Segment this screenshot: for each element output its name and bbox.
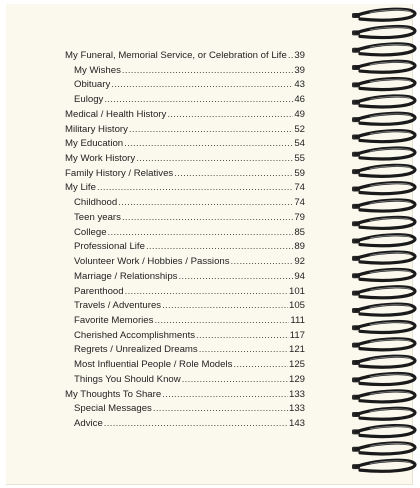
dot-leader	[118, 196, 293, 211]
spiral-coil	[352, 408, 415, 419]
dot-leader	[122, 64, 293, 79]
toc-entry	[65, 255, 305, 270]
toc-entry-label: Things You Should Know	[74, 373, 181, 385]
toc-entry-page: 133	[288, 403, 305, 415]
toc-entry	[65, 49, 305, 64]
toc-entry	[65, 137, 305, 152]
toc-entry-label: My Thoughts To Share	[65, 388, 162, 400]
toc-entry-page: 89	[294, 241, 305, 253]
toc-entry-label: Advice	[74, 417, 103, 429]
toc-entry-label: Teen years	[74, 211, 121, 223]
toc-entry-page: 39	[294, 64, 305, 76]
toc-entry	[65, 314, 305, 329]
toc-entry-label: My Education	[65, 138, 124, 150]
toc-entry-page: 55	[294, 153, 305, 165]
toc-entry-page: 111	[290, 314, 305, 326]
dot-leader	[162, 388, 288, 403]
spiral-coil	[352, 9, 415, 20]
toc-entry	[65, 373, 305, 388]
toc-entry-label: Military History	[65, 123, 128, 135]
toc-entry	[65, 226, 305, 241]
toc-entry	[65, 343, 305, 358]
spiral-coil	[352, 200, 415, 211]
toc-entry-label: Travels / Adventures	[74, 300, 162, 312]
dot-leader	[104, 417, 288, 432]
toc-entry	[65, 285, 305, 300]
dot-leader	[178, 270, 293, 285]
toc-entry	[65, 402, 305, 417]
toc-entry-label: Childhood	[74, 197, 118, 209]
toc-entry	[65, 388, 305, 403]
toc-entry-label: Medical / Health History	[65, 108, 167, 120]
toc-entry	[65, 329, 305, 344]
spiral-coil	[352, 165, 415, 176]
spiral-binding	[348, 0, 420, 488]
toc-entry-label: Marriage / Relationships	[74, 270, 178, 282]
dot-leader	[153, 402, 288, 417]
toc-entry	[65, 78, 305, 93]
toc-entry-page: 129	[288, 373, 305, 385]
spiral-coil	[352, 96, 415, 107]
toc-entry-page: 79	[294, 211, 305, 223]
spiral-coil	[352, 304, 415, 315]
dot-leader	[125, 285, 288, 300]
toc-entry-page: 85	[294, 226, 305, 238]
toc-entry-label: Special Messages	[74, 403, 152, 415]
toc-entry-page: 125	[288, 359, 305, 371]
toc-entry-page: 43	[294, 79, 305, 91]
toc-entry-label: College	[74, 226, 107, 238]
spiral-coil	[352, 217, 415, 228]
dot-leader	[129, 123, 293, 138]
toc-entry-label: Cherished Accomplishments	[74, 329, 196, 341]
table-of-contents	[65, 49, 305, 432]
dot-leader	[288, 49, 294, 64]
toc-entry	[65, 211, 305, 226]
toc-entry	[65, 196, 305, 211]
toc-entry-page: 46	[294, 94, 305, 106]
toc-entry-page: 49	[294, 108, 305, 120]
toc-entry	[65, 108, 305, 123]
spiral-coil	[352, 235, 415, 246]
toc-entry-label: Obituary	[74, 79, 111, 91]
toc-entry	[65, 299, 305, 314]
toc-entry-label: Eulogy	[74, 94, 104, 106]
spiral-coil	[352, 113, 415, 124]
toc-entry-page: 121	[288, 344, 305, 356]
spiral-coil	[352, 426, 415, 437]
toc-entry	[65, 358, 305, 373]
spiral-coil	[352, 339, 415, 350]
toc-entry	[65, 181, 305, 196]
dot-leader	[108, 226, 294, 241]
toc-entry	[65, 93, 305, 108]
toc-entry-page: 94	[294, 270, 305, 282]
toc-entry	[65, 152, 305, 167]
toc-entry-label: Family History / Relatives	[65, 167, 174, 179]
dot-leader	[146, 240, 293, 255]
toc-entry-page: 143	[288, 417, 305, 429]
toc-entry	[65, 270, 305, 285]
spiral-coil	[352, 269, 415, 280]
toc-entry	[65, 240, 305, 255]
toc-entry-label: Most Influential People / Role Models	[74, 359, 233, 371]
dot-leader	[199, 343, 288, 358]
toc-entry-label: My Wishes	[74, 64, 121, 76]
toc-entry-page: 133	[288, 388, 305, 400]
dot-leader	[104, 93, 293, 108]
toc-entry-label: Professional Life	[74, 241, 145, 253]
toc-entry-label: Regrets / Unrealized Dreams	[74, 344, 198, 356]
toc-entry-label: Volunteer Work / Hobbies / Passions	[74, 256, 230, 268]
toc-entry-page: 74	[294, 182, 305, 194]
dot-leader	[196, 329, 289, 344]
dot-leader	[231, 255, 294, 270]
spiral-coil	[352, 374, 415, 385]
spiral-coil	[352, 61, 415, 72]
spiral-coil	[352, 443, 415, 454]
dot-leader	[233, 358, 288, 373]
spiral-coil	[352, 44, 415, 55]
toc-entry-label: My Work History	[65, 153, 136, 165]
toc-entry	[65, 167, 305, 182]
toc-entry-page: 54	[294, 138, 305, 150]
toc-entry-page: 74	[294, 197, 305, 209]
spiral-coil	[352, 131, 415, 142]
dot-leader	[174, 167, 293, 182]
toc-entry-label: My Funeral, Memorial Service, or Celebration of Life	[65, 50, 287, 61]
spiral-coil	[352, 356, 415, 367]
toc-entry-page: 39	[294, 50, 305, 61]
spiral-coil	[352, 391, 415, 402]
dot-leader	[182, 373, 288, 388]
toc-entry	[65, 417, 305, 432]
dot-leader	[136, 152, 293, 167]
toc-entry-page: 59	[294, 167, 305, 179]
spiral-coil	[352, 148, 415, 159]
toc-entry-label: Parenthood	[74, 285, 124, 297]
dot-leader	[167, 108, 293, 123]
toc-entry-label: Favorite Memories	[74, 314, 154, 326]
dot-leader	[122, 211, 293, 226]
toc-entry-page: 101	[288, 285, 305, 297]
dot-leader	[154, 314, 289, 329]
dot-leader	[162, 299, 288, 314]
spiral-coil	[352, 460, 415, 471]
spiral-coil	[352, 287, 415, 298]
spiral-coil	[352, 321, 415, 332]
toc-entry-page: 52	[294, 123, 305, 135]
spiral-coil	[352, 79, 415, 90]
dot-leader	[97, 181, 293, 196]
dot-leader	[111, 78, 293, 93]
toc-entry	[65, 64, 305, 79]
spiral-coil	[352, 183, 415, 194]
spiral-coil	[352, 27, 415, 38]
toc-entry-page: 92	[294, 256, 305, 268]
toc-entry	[65, 123, 305, 138]
spiral-coil	[352, 252, 415, 263]
toc-entry-label: My Life	[65, 182, 96, 194]
dot-leader	[124, 137, 293, 152]
toc-entry-page: 117	[289, 329, 305, 341]
toc-entry-page: 105	[288, 300, 305, 312]
